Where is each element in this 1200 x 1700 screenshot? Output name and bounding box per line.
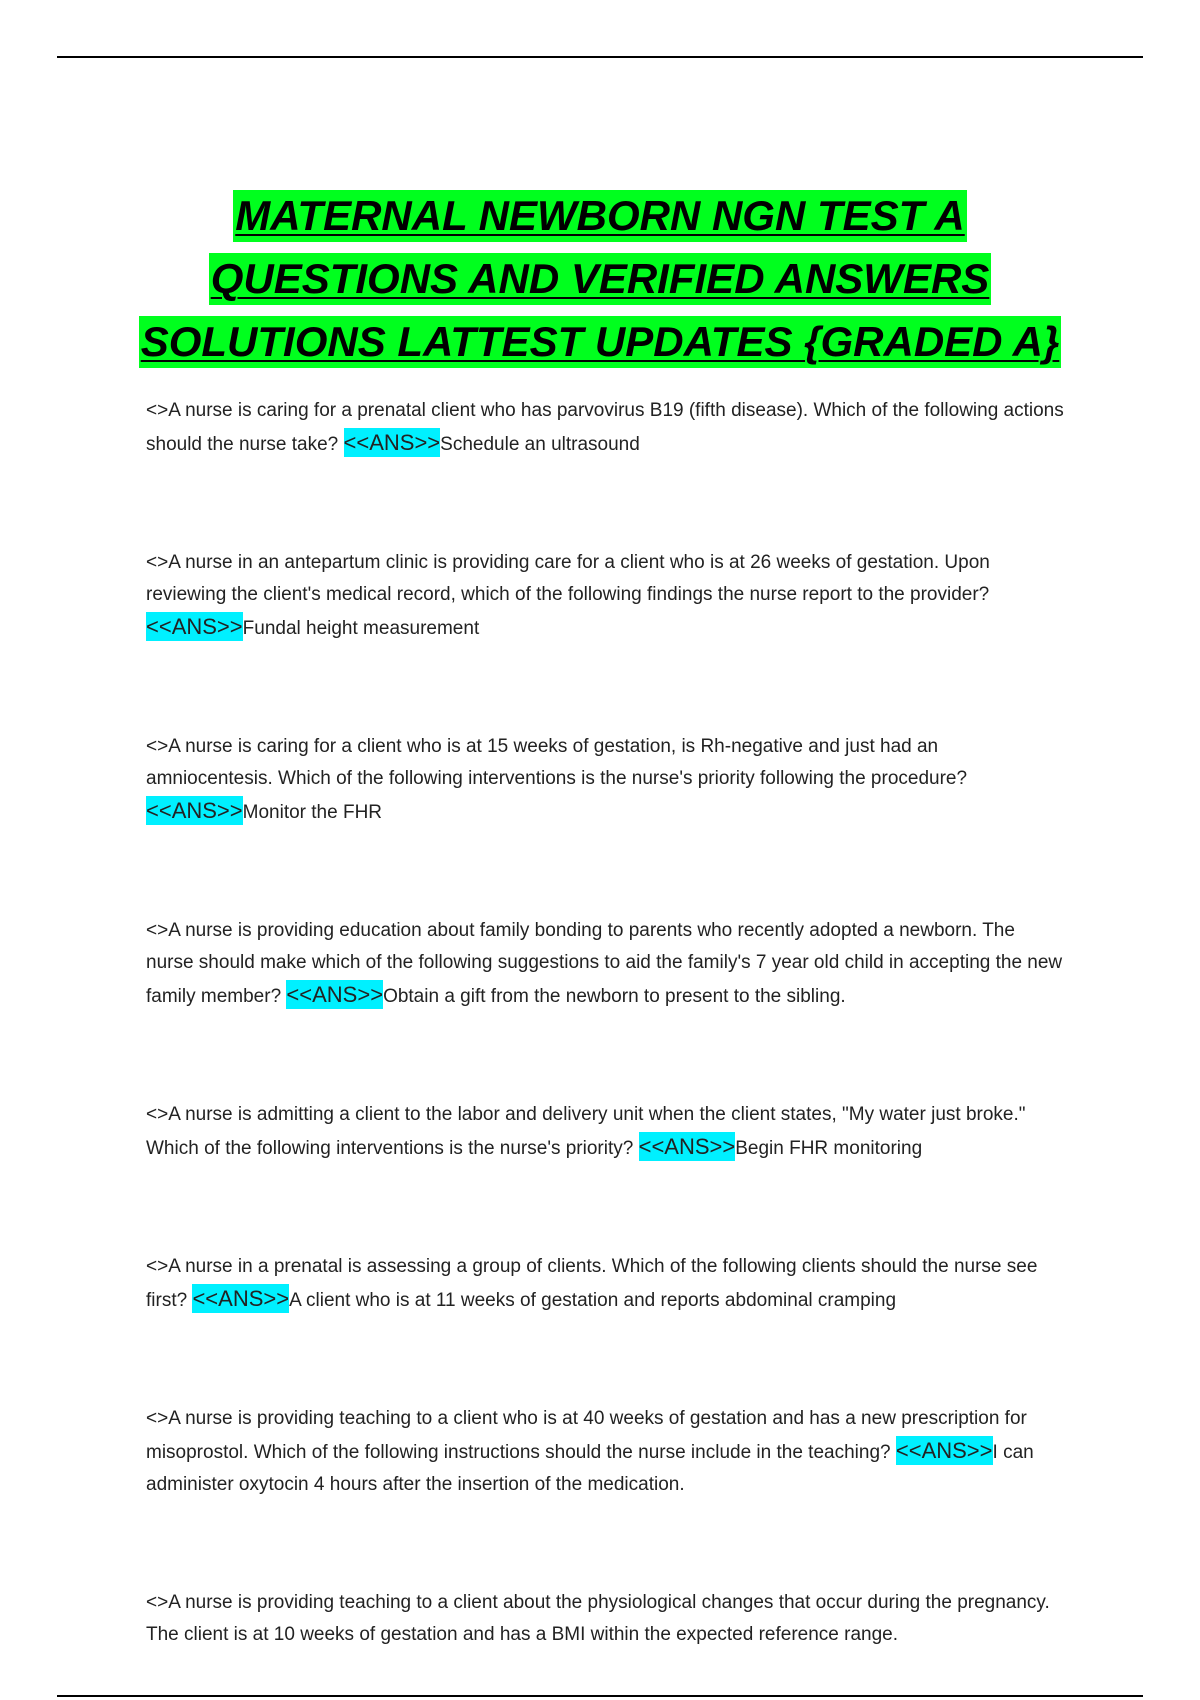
question-text: <>A nurse is providing teaching to a client who is at 40 weeks of gestation and has a new prescription for misoprostol. Which of the following instructions should the nurse include in the teaching?	[146, 1408, 1027, 1463]
answer-tag: <<ANS>>	[343, 430, 441, 455]
question-list	[146, 395, 1066, 1651]
question-text: <>A nurse is caring for a prenatal client who has parvovirus B19 (fifth disease). Which of the following actions should the nurse take?	[146, 400, 1064, 455]
answer-text: Begin FHR monitoring	[735, 1138, 923, 1159]
qa-item-4	[146, 915, 1066, 1013]
qa-item-7	[146, 1403, 1066, 1501]
question-text: <>A nurse is caring for a client who is at 15 weeks of gestation, is Rh-negative and just had an amniocentesis. Which of the following interventions is the nurse's priority following the procedure?	[146, 736, 968, 789]
answer-tag: <<ANS>>	[286, 982, 384, 1007]
answer-tag: <<ANS>>	[192, 1286, 290, 1311]
answer-tag: <<ANS>>	[146, 798, 243, 823]
title-line-1: MATERNAL NEWBORN NGN TEST A	[233, 190, 967, 242]
qa-item-1	[146, 395, 1066, 461]
title-line-2: QUESTIONS AND VERIFIED ANSWERS	[209, 253, 992, 305]
answer-text: Fundal height measurement	[242, 618, 480, 639]
document-title	[0, 190, 1200, 379]
question-text: <>A nurse in an antepartum clinic is providing care for a client who is at 26 weeks of gestation. Upon reviewing the client's medical record, which of the following findings the nurse report to the provider?	[146, 552, 990, 605]
title-line-3: SOLUTIONS LATTEST UPDATES {GRADED A}	[139, 316, 1062, 368]
qa-item-8	[146, 1587, 1066, 1651]
answer-text: Obtain a gift from the newborn to present to the sibling.	[383, 986, 846, 1007]
answer-tag: <<ANS>>	[638, 1134, 736, 1159]
qa-item-2	[146, 547, 1066, 645]
answer-tag: <<ANS>>	[146, 614, 243, 639]
answer-text: I can administer oxytocin 4 hours after the insertion of the medication.	[146, 1442, 1034, 1495]
question-text: <>A nurse in a prenatal is assessing a group of clients. Which of the following clients should the nurse see first?	[146, 1256, 1038, 1311]
question-text: <>A nurse is providing teaching to a client about the physiological changes that occur during the pregnancy. The client is at 10 weeks of gestation and has a BMI within the expected reference range.	[146, 1592, 1050, 1645]
bottom-rule	[57, 1695, 1143, 1697]
answer-text: Monitor the FHR	[242, 802, 383, 823]
top-rule	[57, 56, 1143, 58]
question-text: <>A nurse is providing education about family bonding to parents who recently adopted a newborn. The nurse should make which of the following suggestions to aid the family's 7 year old child in accepting the new family member?	[146, 920, 1063, 1007]
answer-text: A client who is at 11 weeks of gestation and reports abdominal cramping	[289, 1290, 897, 1311]
qa-item-6	[146, 1251, 1066, 1317]
qa-item-3	[146, 731, 1066, 829]
answer-text: Schedule an ultrasound	[440, 434, 640, 455]
qa-item-5	[146, 1099, 1066, 1165]
question-text: <>A nurse is admitting a client to the labor and delivery unit when the client states, "My water just broke." Which of the following interventions is the nurse's priority?	[146, 1104, 1026, 1159]
answer-tag: <<ANS>>	[895, 1438, 993, 1463]
